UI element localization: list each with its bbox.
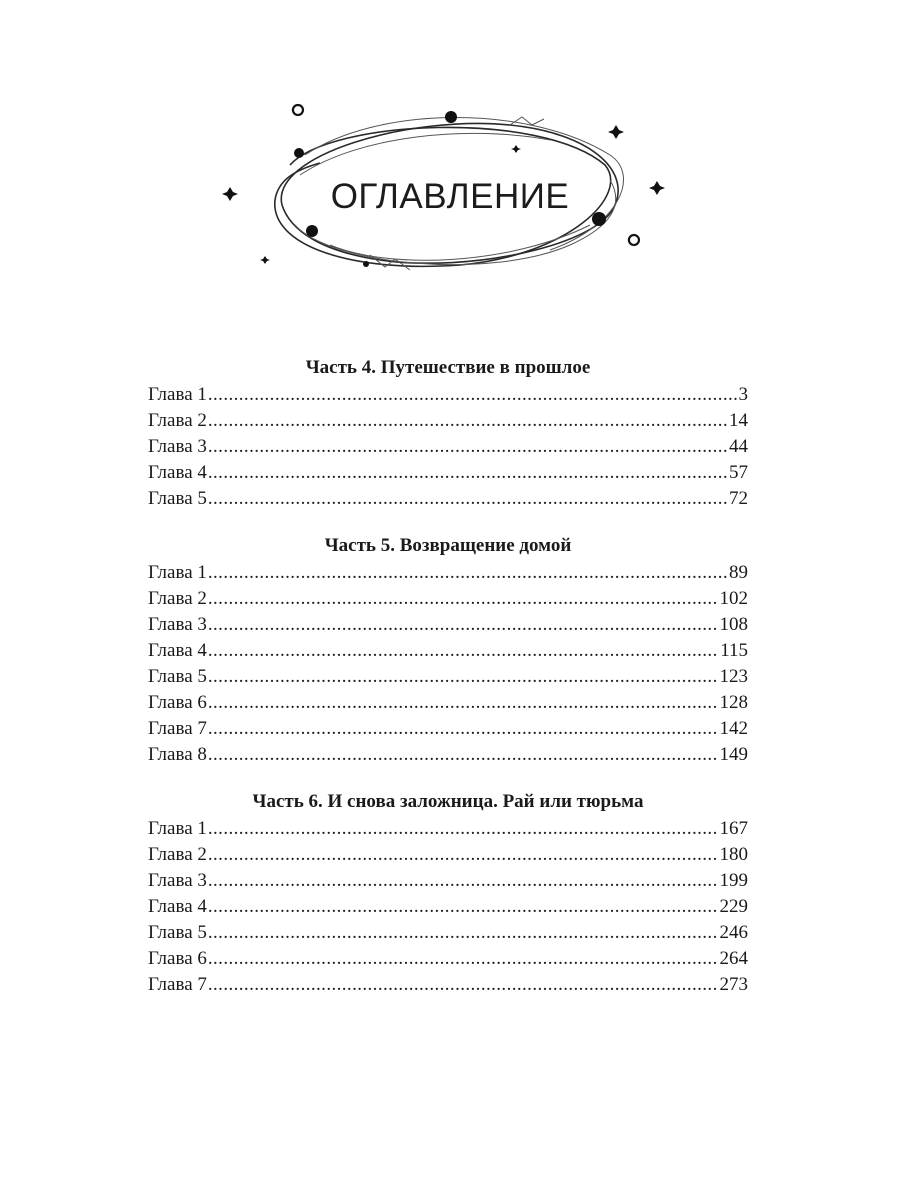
chapter-label: Глава 2 [148, 410, 207, 431]
page-number: 142 [719, 718, 748, 739]
page-number: 167 [719, 818, 748, 839]
chapter-label: Глава 3 [148, 870, 207, 891]
dot-leader [208, 946, 719, 972]
dot-leader [208, 382, 738, 408]
page-number: 57 [729, 462, 748, 483]
dot-leader [208, 868, 719, 894]
chapter-label: Глава 6 [148, 948, 207, 969]
toc-entry[interactable] [148, 638, 748, 664]
page-number: 3 [738, 384, 748, 405]
chapter-label: Глава 5 [148, 922, 207, 943]
page-number: 44 [729, 436, 748, 457]
dot-leader [208, 408, 728, 434]
toc-entry[interactable] [148, 972, 748, 998]
page-number: 72 [729, 488, 748, 509]
page-number: 89 [729, 562, 748, 583]
page-number: 128 [719, 692, 748, 713]
chapter-label: Глава 7 [148, 718, 207, 739]
dot-leader [208, 486, 728, 512]
toc-entry[interactable] [148, 894, 748, 920]
chapter-label: Глава 1 [148, 818, 207, 839]
toc-entry[interactable] [148, 612, 748, 638]
part-title: Часть 4. Путешествие в прошлое [305, 357, 591, 378]
page-number: 246 [719, 922, 748, 943]
page-number: 108 [719, 614, 748, 635]
chapter-label: Глава 3 [148, 436, 207, 457]
dot-leader [208, 612, 719, 638]
toc-entry[interactable] [148, 486, 748, 512]
chapter-label: Глава 5 [148, 666, 207, 687]
toc-entry[interactable] [148, 434, 748, 460]
chapter-label: Глава 6 [148, 692, 207, 713]
toc-entry[interactable] [148, 586, 748, 612]
toc-entry[interactable] [148, 816, 748, 842]
part-title: Часть 5. Возвращение домой [324, 535, 572, 556]
dot-leader [208, 894, 719, 920]
chapter-label: Глава 2 [148, 588, 207, 609]
chapter-label: Глава 3 [148, 614, 207, 635]
page-number: 264 [719, 948, 748, 969]
dot-leader [208, 434, 728, 460]
page-number: 115 [720, 640, 748, 661]
page-number: 199 [719, 870, 748, 891]
dot-leader [208, 586, 719, 612]
dot-leader [208, 638, 719, 664]
page-title: ОГЛАВЛЕНИЕ [330, 177, 570, 216]
part-title: Часть 6. И снова заложница. Рай или тюрьма [252, 791, 644, 812]
toc-entry[interactable] [148, 408, 748, 434]
toc-entry[interactable] [148, 690, 748, 716]
toc-entry[interactable] [148, 742, 748, 768]
chapter-label: Глава 4 [148, 896, 207, 917]
dot-leader [208, 816, 719, 842]
chapter-label: Глава 7 [148, 974, 207, 995]
chapter-label: Глава 2 [148, 844, 207, 865]
page-number: 273 [719, 974, 748, 995]
toc-part-6 [148, 788, 748, 998]
table-of-contents [148, 354, 748, 1018]
dot-leader [208, 690, 719, 716]
page-number: 149 [719, 744, 748, 765]
dot-leader [208, 972, 719, 998]
toc-part-5 [148, 532, 748, 768]
dot-leader [208, 664, 719, 690]
dot-leader [208, 560, 728, 586]
toc-entry[interactable] [148, 868, 748, 894]
toc-entry[interactable] [148, 460, 748, 486]
dot-leader [208, 920, 719, 946]
page-number: 102 [719, 588, 748, 609]
chapter-label: Глава 4 [148, 462, 207, 483]
page-number: 229 [719, 896, 748, 917]
chapter-label: Глава 8 [148, 744, 207, 765]
toc-entry[interactable] [148, 920, 748, 946]
page-number: 123 [719, 666, 748, 687]
toc-entry[interactable] [148, 560, 748, 586]
page-number: 180 [719, 844, 748, 865]
toc-entry[interactable] [148, 716, 748, 742]
toc-entry[interactable] [148, 842, 748, 868]
dot-leader [208, 716, 719, 742]
heading-ornament [210, 95, 690, 295]
dot-leader [208, 742, 719, 768]
dot-leader [208, 460, 728, 486]
chapter-label: Глава 1 [148, 562, 207, 583]
chapter-label: Глава 4 [148, 640, 207, 661]
dot-leader [208, 842, 719, 868]
toc-part-4 [148, 354, 748, 512]
chapter-label: Глава 1 [148, 384, 207, 405]
toc-entry[interactable] [148, 664, 748, 690]
toc-entry[interactable] [148, 946, 748, 972]
toc-entry[interactable] [148, 382, 748, 408]
page-number: 14 [729, 410, 748, 431]
chapter-label: Глава 5 [148, 488, 207, 509]
